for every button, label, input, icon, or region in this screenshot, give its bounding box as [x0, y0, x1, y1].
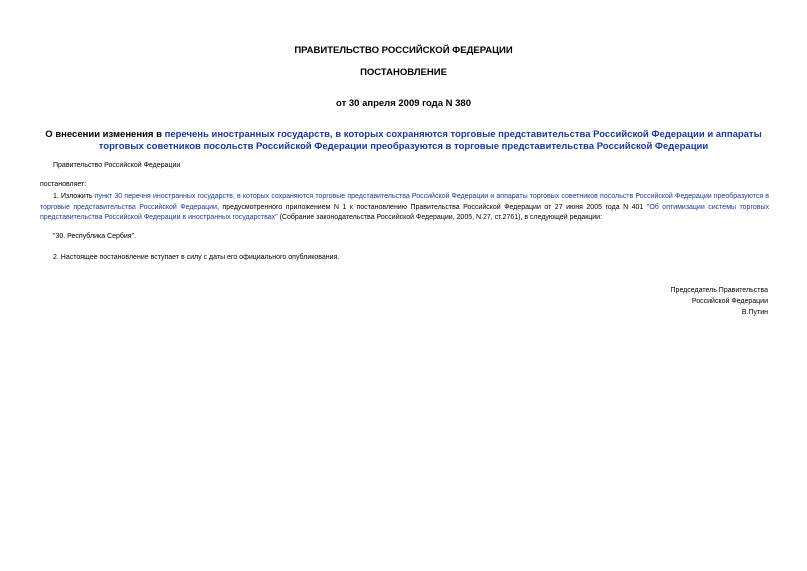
item-1-link-paragraph[interactable]: пункт 30 перечня иностранных государств, в которых сохраняются торговые представительства Российской Федерации и аппараты торговых советников посольств Российской Федерации преобразуются в торговые представительства Российской Федерации — [40, 193, 769, 211]
signature-name: В.Путин — [741, 309, 768, 316]
item-1-text-b: , предусмотренного приложением N 1 к постановлению Правительства Российской Федерации от 27 июня 2005 года N 401 — [216, 203, 647, 211]
header-document-type: ПОСТАНОВЛЕНИЕ — [360, 67, 447, 78]
header-date: от 30 апреля 2009 года N 380 — [336, 98, 471, 109]
item-1-paragraph — [40, 192, 769, 224]
item-1-text-a: 1. Изложить — [53, 193, 95, 200]
signature-block — [568, 285, 768, 318]
decrees-line: постановляет: — [40, 181, 87, 188]
subject-link[interactable]: перечень иностранных государств, в которых сохраняются торговые представительства Российской Федерации и аппараты торговых советников посольств Российской Федерации преобразуются в торговые представительства Российской Федерации — [98, 129, 762, 152]
signature-title: Председатель Правительства — [670, 287, 768, 294]
header-government: ПРАВИТЕЛЬСТВО РОССИЙСКОЙ ФЕДЕРАЦИИ — [294, 45, 513, 56]
quoted-text: "30. Республика Сербия". — [53, 233, 137, 240]
item-2-paragraph: 2. Настоящее постановление вступает в силу с даты его официального опубликования. — [53, 254, 340, 261]
signature-org: Российской Федерации — [691, 298, 768, 305]
item-1-link-decree[interactable]: "Об оптимизации системы торговых представительства Российской Федерации в иностранных государствах" — [40, 203, 769, 221]
subject-prefix: О внесении изменения в — [45, 129, 165, 140]
item-1-text-c: (Собрание законодательства Российской Федерации, 2005, N 27, ст.2761), в следующей редакции: — [277, 214, 603, 221]
document-subject — [40, 129, 767, 153]
government-line: Правительство Российской Федерации — [53, 162, 181, 169]
